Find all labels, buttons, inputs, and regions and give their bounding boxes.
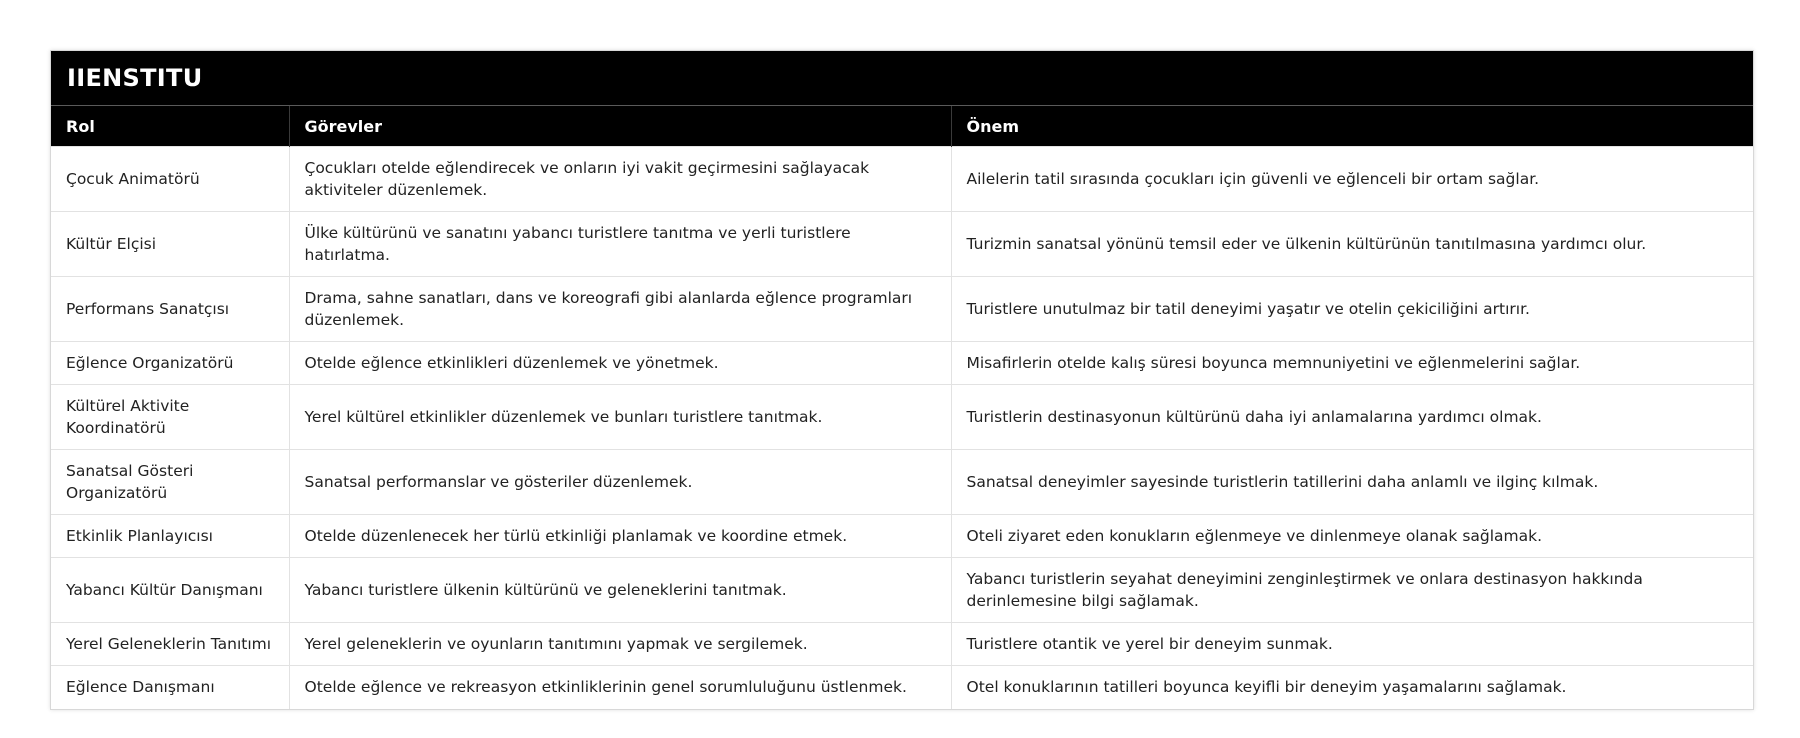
- cell-onem: Ailelerin tatil sırasında çocukları için güvenli ve eğlenceli bir ortam sağlar.: [951, 147, 1753, 212]
- table-row: [51, 385, 1753, 450]
- cell-rol: Etkinlik Planlayıcısı: [51, 515, 289, 558]
- table-row: [51, 147, 1753, 212]
- brand-title: IIENSTITU: [51, 51, 1753, 105]
- cell-gorevler: Yabancı turistlere ülkenin kültürünü ve geleneklerini tanıtmak.: [289, 558, 951, 623]
- cell-gorevler: Yerel kültürel etkinlikler düzenlemek ve bunları turistlere tanıtmak.: [289, 385, 951, 450]
- table-header-row: [51, 106, 1753, 147]
- cell-rol: Yerel Geleneklerin Tanıtımı: [51, 623, 289, 666]
- table-row: [51, 212, 1753, 277]
- cell-rol: Kültürel Aktivite Koordinatörü: [51, 385, 289, 450]
- cell-onem: Turistlere otantik ve yerel bir deneyim sunmak.: [951, 623, 1753, 666]
- cell-onem: Sanatsal deneyimler sayesinde turistlerin tatillerini daha anlamlı ve ilginç kılmak.: [951, 450, 1753, 515]
- cell-rol: Yabancı Kültür Danışmanı: [51, 558, 289, 623]
- table-row: [51, 277, 1753, 342]
- cell-rol: Kültür Elçisi: [51, 212, 289, 277]
- cell-rol: Çocuk Animatörü: [51, 147, 289, 212]
- cell-onem: Turistlerin destinasyonun kültürünü daha iyi anlamalarına yardımcı olmak.: [951, 385, 1753, 450]
- cell-gorevler: Otelde eğlence ve rekreasyon etkinliklerinin genel sorumluluğunu üstlenmek.: [289, 666, 951, 709]
- cell-gorevler: Sanatsal performanslar ve gösteriler düzenlemek.: [289, 450, 951, 515]
- column-header-gorevler: Görevler: [289, 106, 951, 147]
- column-header-rol: Rol: [51, 106, 289, 147]
- cell-onem: Misafirlerin otelde kalış süresi boyunca memnuniyetini ve eğlenmelerini sağlar.: [951, 342, 1753, 385]
- cell-rol: Performans Sanatçısı: [51, 277, 289, 342]
- table-row: [51, 623, 1753, 666]
- cell-gorevler: Yerel geleneklerin ve oyunların tanıtımını yapmak ve sergilemek.: [289, 623, 951, 666]
- cell-onem: Turistlere unutulmaz bir tatil deneyimi yaşatır ve otelin çekiciliğini artırır.: [951, 277, 1753, 342]
- cell-gorevler: Otelde eğlence etkinlikleri düzenlemek ve yönetmek.: [289, 342, 951, 385]
- cell-gorevler: Ülke kültürünü ve sanatını yabancı turistlere tanıtma ve yerli turistlere hatırlatma.: [289, 212, 951, 277]
- column-header-onem: Önem: [951, 106, 1753, 147]
- cell-onem: Otel konuklarının tatilleri boyunca keyifli bir deneyim yaşamalarını sağlamak.: [951, 666, 1753, 709]
- cell-gorevler: Otelde düzenlenecek her türlü etkinliği planlamak ve koordine etmek.: [289, 515, 951, 558]
- table-row: [51, 558, 1753, 623]
- cell-rol: Eğlence Danışmanı: [51, 666, 289, 709]
- cell-gorevler: Çocukları otelde eğlendirecek ve onların iyi vakit geçirmesini sağlayacak aktiviteler düzenlemek.: [289, 147, 951, 212]
- table-row: [51, 342, 1753, 385]
- cell-rol: Eğlence Organizatörü: [51, 342, 289, 385]
- cell-gorevler: Drama, sahne sanatları, dans ve koreografi gibi alanlarda eğlence programları düzenlemek.: [289, 277, 951, 342]
- table-card: [50, 50, 1754, 710]
- table-row: [51, 515, 1753, 558]
- cell-onem: Yabancı turistlerin seyahat deneyimini zenginleştirmek ve onlara destinasyon hakkında derinlemesine bilgi sağlamak.: [951, 558, 1753, 623]
- cell-rol: Sanatsal Gösteri Organizatörü: [51, 450, 289, 515]
- cell-onem: Turizmin sanatsal yönünü temsil eder ve ülkenin kültürünün tanıtılmasına yardımcı olur.: [951, 212, 1753, 277]
- table-row: [51, 450, 1753, 515]
- cell-onem: Oteli ziyaret eden konukların eğlenmeye ve dinlenmeye olanak sağlamak.: [951, 515, 1753, 558]
- table-row: [51, 666, 1753, 709]
- roles-table: [51, 105, 1753, 709]
